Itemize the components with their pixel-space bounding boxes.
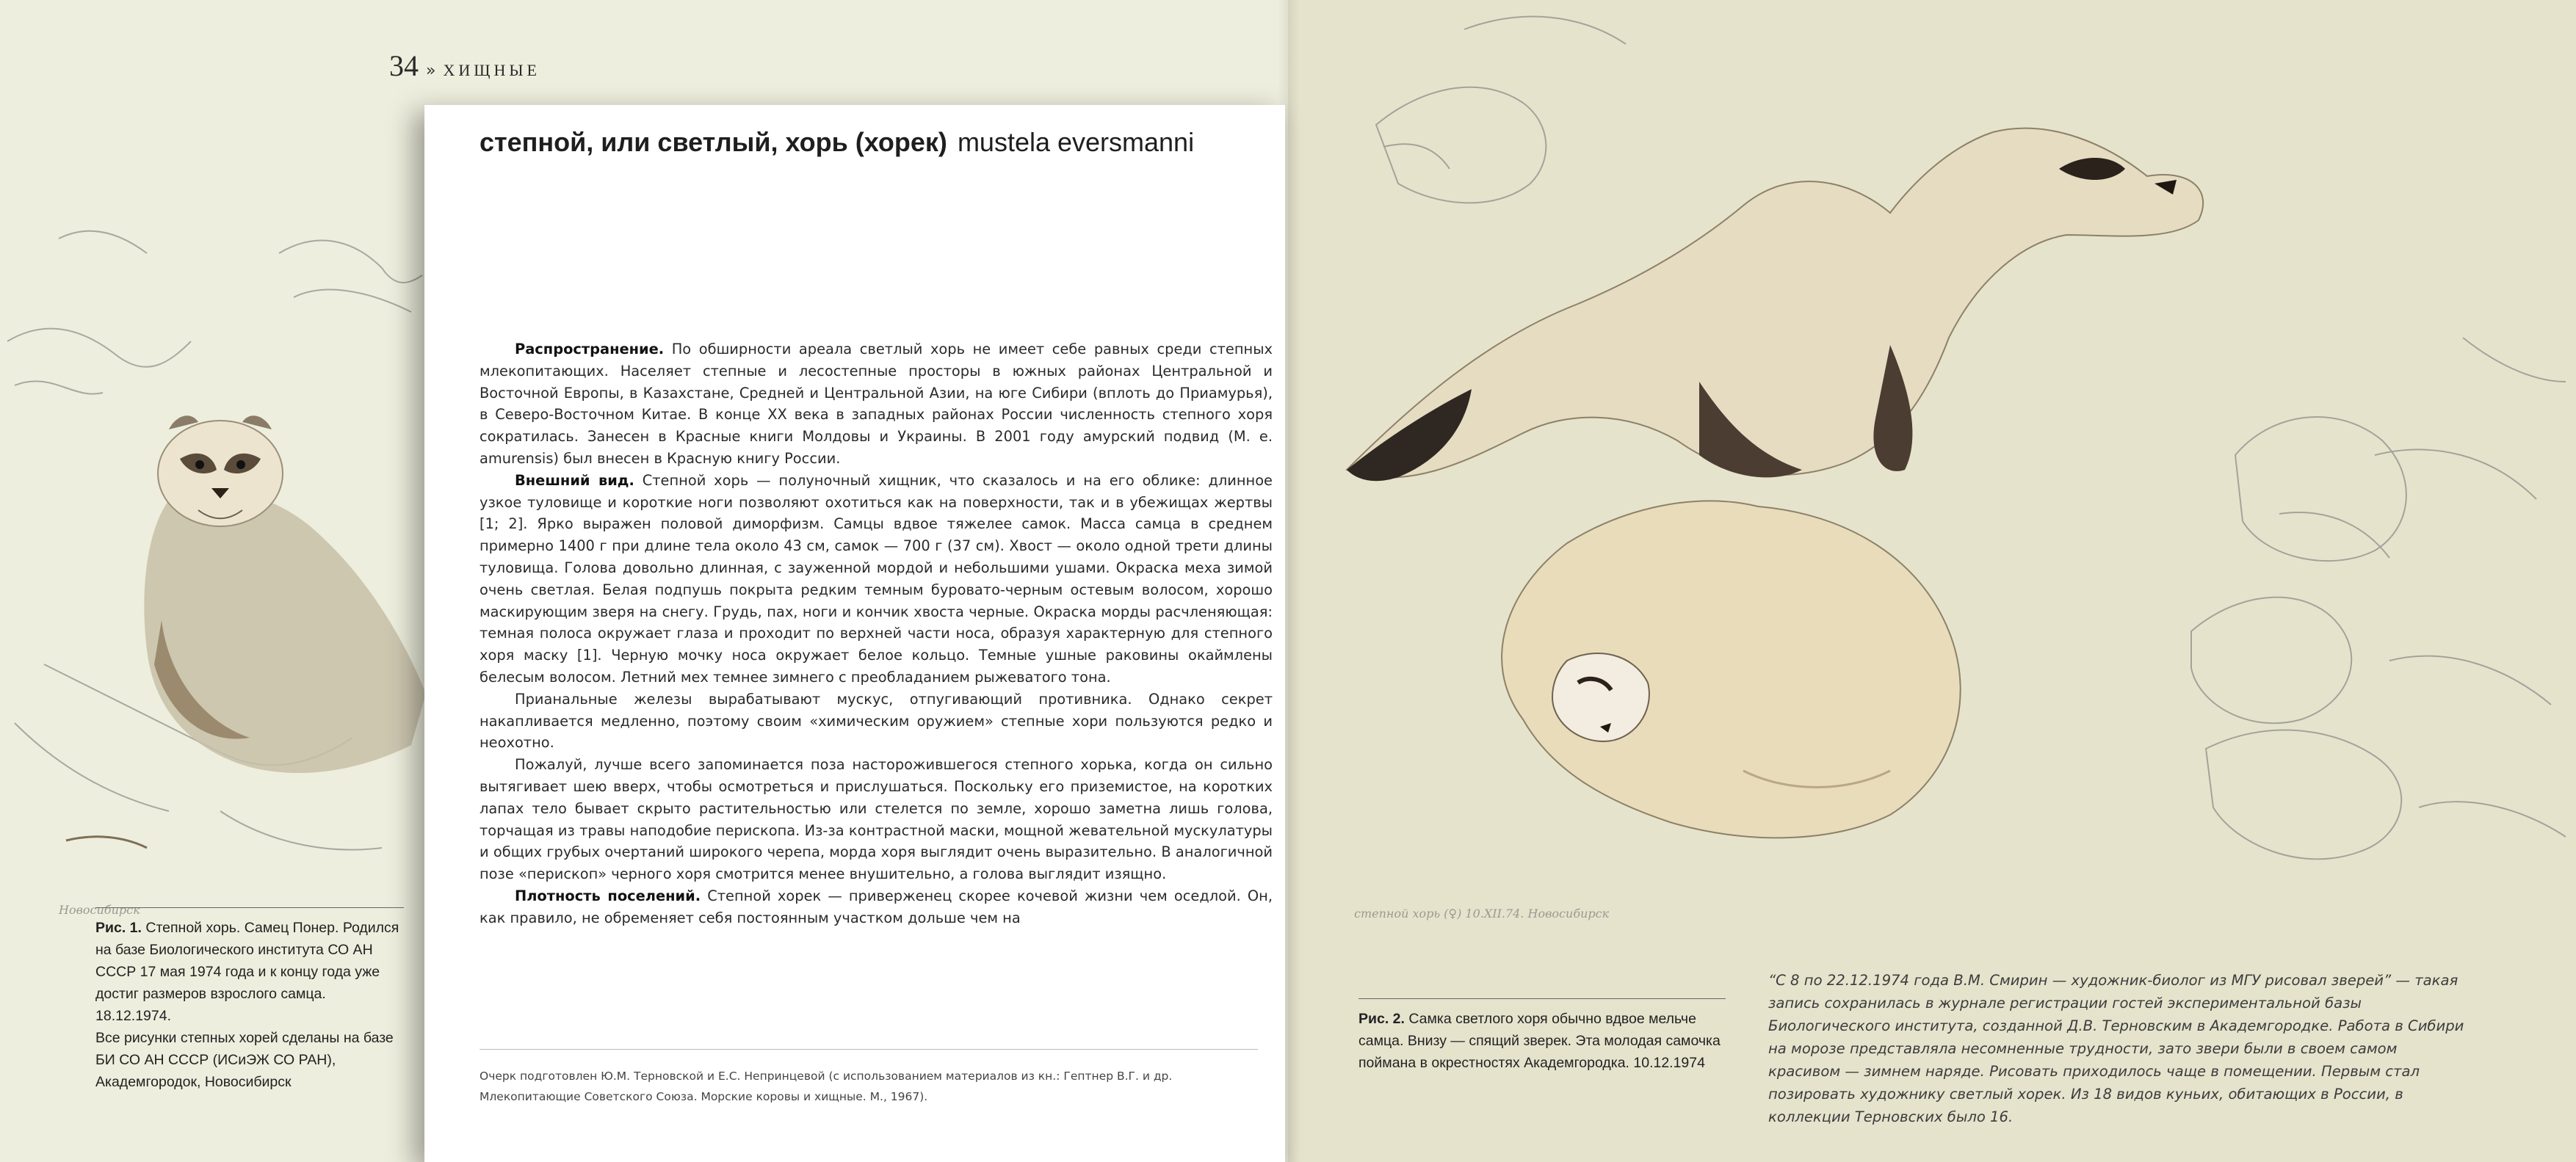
left-signature: Новосибирск <box>59 903 140 917</box>
page-number: 34 <box>389 49 419 82</box>
paragraph-pose <box>480 754 1273 885</box>
paragraph-heading: Распространение. <box>515 341 665 357</box>
paragraph-text: Степной хорек — приверженец скорее кочевой жизни чем оседлой. Он, как правило, не обременяет себя постоянным участком дольше чем на <box>480 887 1273 926</box>
right-ferret-illustration <box>1288 0 2576 926</box>
left-ferret-illustration <box>0 209 426 921</box>
paragraph-text: Пожалуй, лучше всего запоминается поза насторожившегося степного хорька, когда он сильно вытягивает шею вверх, чтобы осмотреться и прислушаться. Поскольку его приземистое, на коротких лапах тело бывает скрыто растительностью или стелется по земле, хорошо заметна лишь голова, торчащая из травы наподобие перископа. Из-за контрастной маски, мощной жевательной мускулатуры и общих грубых очертаний широкого черепа, морда хоря выглядит очень выразительно. В аналогичной позе «перископ» черного хоря смотрится менее внушительно, а голова выглядит изящно. <box>480 756 1273 883</box>
chevron-right-icon: » <box>426 62 436 80</box>
article-footnote: Очерк подготовлен Ю.М. Терновской и Е.С. Непринцевой (с использованием материалов из кн.: Гептнер В.Г. и др. Млекопитающие Советского Союза. Морские коровы и хищные. М., 1967). <box>480 1049 1258 1107</box>
paragraph-glands <box>480 689 1273 754</box>
article-title <box>480 127 1258 158</box>
article-body <box>480 338 1273 1116</box>
figure1-note: Все рисунки степных хорей сделаны на базе БИ СО АН СССР (ИСиЭЖ СО РАН), Академгородок, Новосибирск <box>95 1030 394 1090</box>
paragraph-distribution <box>480 338 1273 470</box>
paragraph-text: По обширности ареала светлый хорь не имеет себе равных среди степных млекопитающих. Населяет степные и лесостепные просторы в южных районах Центральной и Восточной Европы, в Казахстане, Средней и Центральной Азии, на юге Сибири (вплоть до Приамурья), в Северо-Восточном Китае. В конце XX века в западных районах России численность степного хоря сократилась. Занесен в Красные книги Молдовы и Украины. В 2001 году амурский подвид (M. e. amurensis) был внесен в Красную книгу России. <box>480 341 1273 467</box>
figure2-text: Самка светлого хоря обычно вдвое мельче самца. Внизу — спящий зверек. Эта молодая самочка поймана в окрестностях Академгородка. 10.12.1974 <box>1358 1011 1721 1071</box>
figure2-caption <box>1358 998 1726 1074</box>
running-head <box>389 48 540 85</box>
title-russian: степной, или светлый, хорь (хорек) <box>480 127 947 157</box>
paragraph-text: Прианальные железы вырабатывают мускус, отпугивающий противника. Однако секрет накапливается медленно, поэтому своим «химическим оружием» степные хори пользуются редко и неохотно. <box>480 690 1273 752</box>
title-latin: mustela eversmanni <box>957 127 1195 157</box>
section-title: ХИЩНЫЕ <box>443 61 540 79</box>
article-card <box>424 105 1285 1162</box>
artist-quote: “С 8 по 22.12.1974 года В.М. Смирин — художник-биолог из МГУ рисовал зверей” — такая запись сохранилась в журнале регистрации гостей экспериментальной базы Биологического института, созданной Д.В. Терновским в Академгородке. Работа в Сибири на морозе представляла несомненные трудности, зато звери были в своем самом красивом — зимнем наряде. Рисовать приходилось чаще в помещении. Первым стал позировать художнику светлый хорек. Из 18 видов куньих, обитающих в России, в коллекции Терновских было 16. <box>1768 972 2464 1125</box>
figure1-text: Степной хорь. Самец Понер. Родился на базе Биологического института СО АН СССР 17 мая 1974 года и к концу года уже достиг размеров взрослого самца. 18.12.1974. <box>95 920 399 1024</box>
figure1-caption <box>95 907 404 1093</box>
paragraph-heading: Плотность поселений. <box>515 887 701 904</box>
figure1-label: Рис. 1. <box>95 920 142 936</box>
figure2-label: Рис. 2. <box>1358 1011 1405 1027</box>
paragraph-heading: Внешний вид. <box>515 471 634 489</box>
right-signature: степной хорь (♀) 10.XII.74. Новосибирск <box>1354 907 1610 920</box>
paragraph-appearance <box>480 470 1273 689</box>
paragraph-density <box>480 885 1273 929</box>
paragraph-text: Степной хорь — полуночный хищник, что сказалось и на его облике: длинное узкое туловище и короткие ноги позволяют охотиться как на поверхности, так и в убежищах жертвы [1; 2]. Ярко выражен половой диморфизм. Самцы вдвое тяжелее самок. Масса самца в среднем примерно 1400 г при длине тела около 43 см, самок — 700 г (37 см). Хвост — около одной трети длины туловища. Голова довольно длинная, с зауженной мордой и небольшими ушами. Окраска меха зимой очень светлая. Белая подпушь покрыта редким темным буровато-черным остевым волосом, хорошо маскирующим зверя на снегу. Грудь, пах, ноги и кончик хвоста черные. Окраска морды расчленяющая: темная полоса окружает глаза и проходит по верхней части носа, образуя характерную для степного хоря маску [1]. Черную мочку носа окружает белое кольцо. Темные ушные раковины окаймлены белесым волосом. Летний мех темнее зимнего с преобладанием рыжеватого тона. <box>480 471 1273 686</box>
